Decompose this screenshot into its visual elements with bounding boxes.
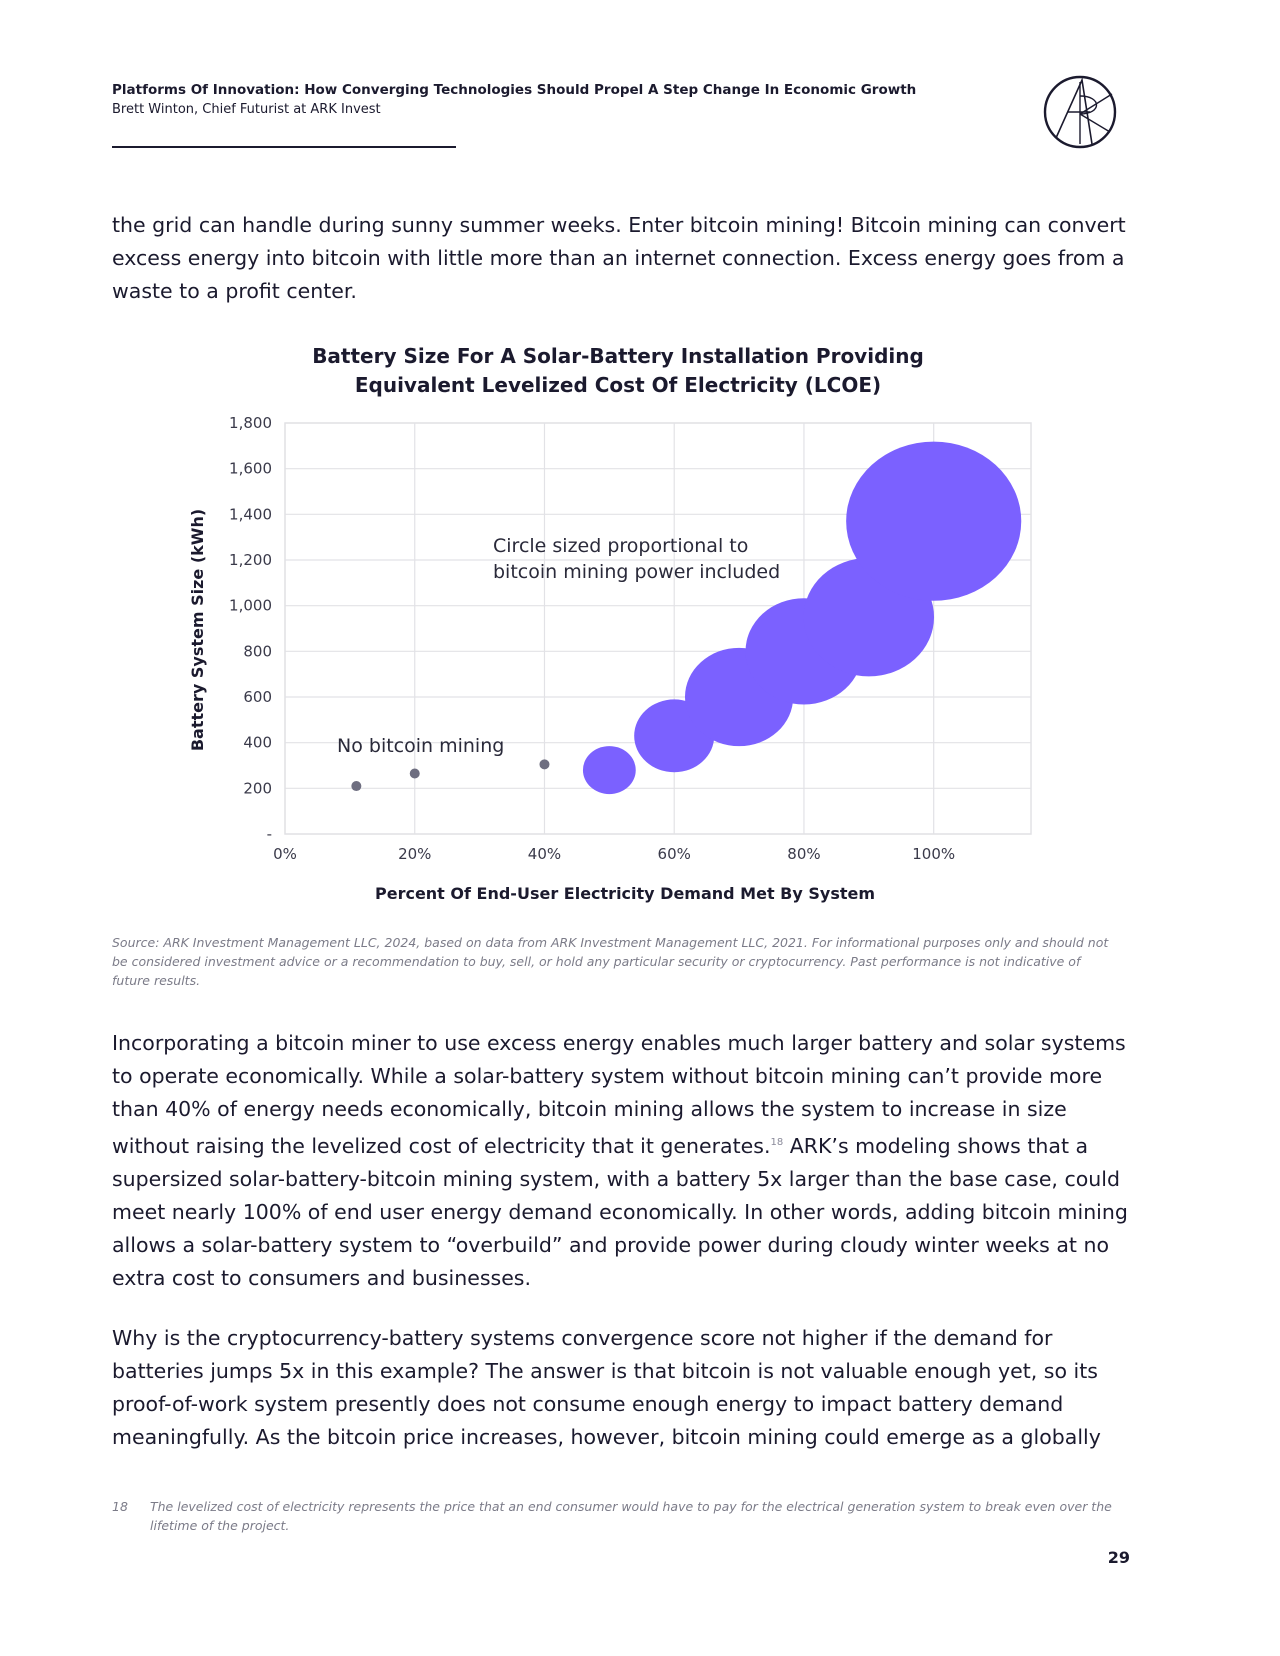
x-tick-label: 0% [273,845,297,863]
footnote-text: The levelized cost of electricity represents the price that an end consumer would have to pay for the electrical generation system to break even over the lifetime of the project. [150,1499,1112,1533]
chart-source-note: Source: ARK Investment Management LLC, 2024, based on data from ARK Investment Management LLC, 2021. For informational purposes only and should not be considered investment advice or a recommendation to buy, sell, or hold any particular security or cryptocurrency. Past performance is not indicative of future results. [112,935,1109,988]
y-tick-label: 400 [243,733,272,752]
y-tick-label: 1,800 [229,414,272,432]
x-tick-label: 100% [912,845,956,863]
footnote-reference[interactable]: 18 [770,1137,784,1148]
page-header [112,80,1012,120]
y-axis-label: Battery System Size (kWh) [188,508,207,752]
mining-bubble [804,558,934,677]
no-mining-point [539,759,549,769]
x-tick-label: 40% [527,845,562,863]
header-subtitle: Brett Winton, Chief Futurist at ARK Invest [112,102,381,117]
page-number: 29 [1107,1548,1130,1567]
ark-logo [1042,74,1118,150]
mining-bubble [634,699,714,772]
chart-title-line-1: Battery Size For A Solar-Battery Installation Providing [312,344,924,368]
y-tick-label: 1,000 [229,596,272,615]
annotation-circle-line-2: bitcoin mining power included [493,561,781,583]
plot-frame [285,423,1031,834]
no-mining-point [410,768,420,778]
header-divider [112,146,456,148]
annotation-circle-line-1: Circle sized proportional to [493,535,749,557]
x-tick-label: 60% [657,845,691,863]
mining-bubble [746,598,863,704]
x-tick-label: 80% [787,845,821,863]
x-tick-label: 20% [398,845,432,863]
y-tick-label: 200 [243,779,272,798]
mining-bubble [685,648,793,746]
y-tick-label: 600 [243,688,272,706]
y-tick-label: 1,200 [229,551,272,569]
chart-ticks [229,414,955,863]
chart-points [351,442,1021,794]
header-title: Platforms Of Innovation: How Converging Technologies Should Propel A Step Change In Economic Growth [112,82,917,98]
mining-bubble [846,442,1021,601]
body-paragraph-3: Why is the cryptocurrency-battery systems convergence score not higher if the demand for batteries jumps 5x in this example? The answer is that bitcoin is not valuable enough yet, so its proof-of-work system presently does not consume enough energy to impact battery demand meaningfully. As the bitcoin price increases, however, bitcoin mining could emerge as a globally [112,1326,1101,1449]
footnote-number: 18 [112,1499,128,1514]
paragraph-2-main: Incorporating a bitcoin miner to use excess energy enables much larger battery and solar systems to operate economically. While a solar-battery system without bitcoin mining can’t provide more than 40% of energy needs economically, bitcoin mining allows the system to increase in size without raising the levelized cost of electricity that it generates. [112,1031,1126,1158]
y-tick-label: - [266,825,272,843]
paragraph-2-rest: ARK’s modeling shows that a supersized solar-battery-bitcoin mining system, with a battery 5x larger than the base case, could meet nearly 100% of end user energy demand economically. In other words, adding bitcoin mining allows a solar-battery system to “overbuild” and provide power during cloudy winter weeks at no extra cost to consumers and businesses. [112,1134,1128,1290]
annotation-no-mining: No bitcoin mining [337,735,505,757]
body-paragraph-1: the grid can handle during sunny summer weeks. Enter bitcoin mining! Bitcoin mining can convert excess energy into bitcoin with little more than an internet connection. Excess energy goes from a waste to a profit center. [112,213,1126,303]
y-tick-label: 1,600 [229,459,272,478]
footnote [112,1497,1122,1535]
chart-title-line-2: Equivalent Levelized Cost Of Electricity (LCOE) [354,373,882,397]
chart-grid [285,423,1031,834]
no-mining-point [351,781,361,791]
y-tick-label: 1,400 [229,505,272,524]
mining-bubble [583,746,636,794]
x-axis-label: Percent Of End-User Electricity Demand Met By System [374,884,876,903]
y-tick-label: 800 [243,642,272,661]
body-paragraph-2 [112,1027,1148,1295]
